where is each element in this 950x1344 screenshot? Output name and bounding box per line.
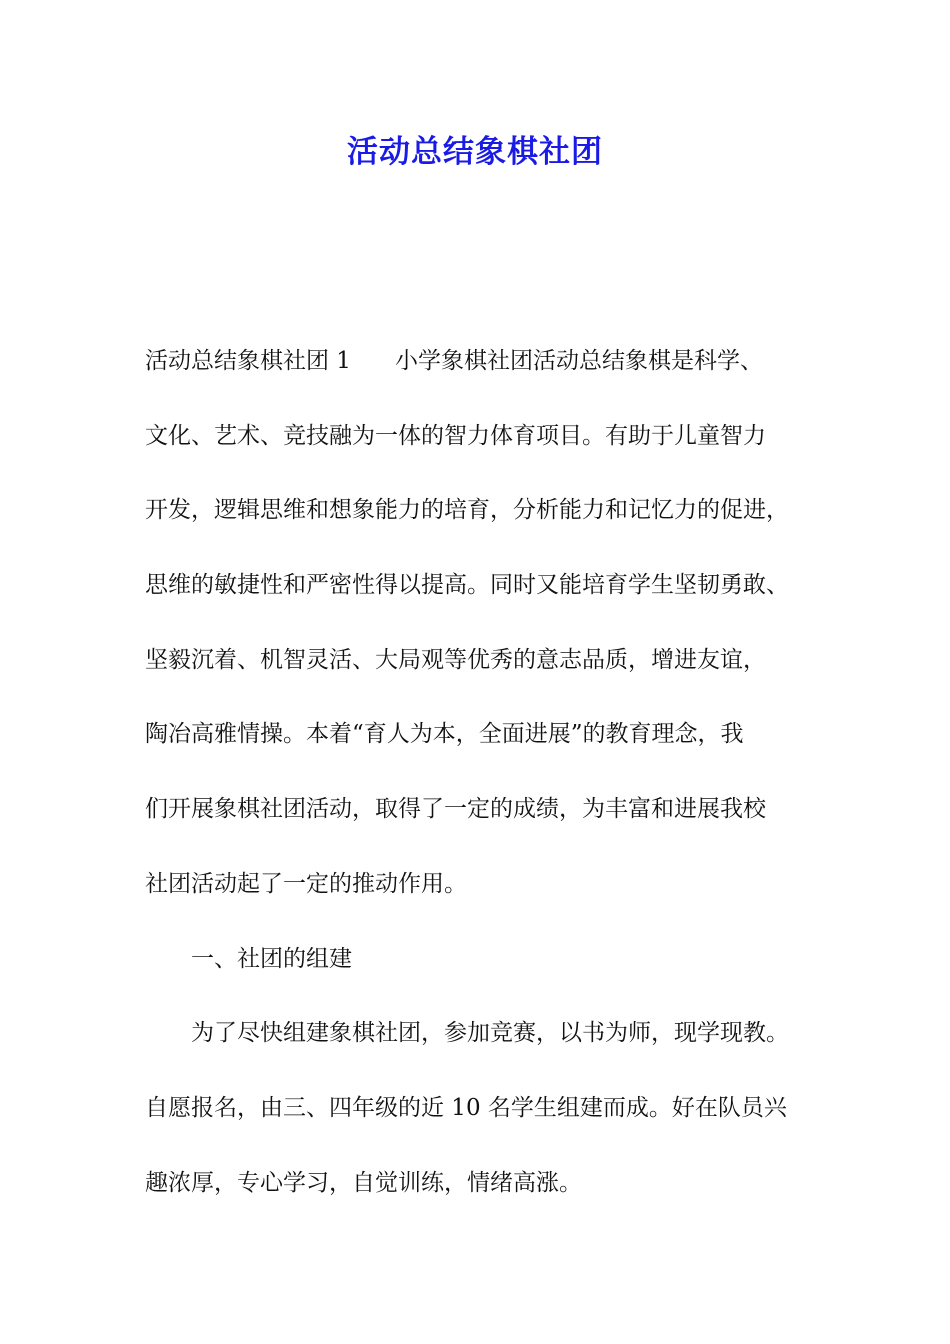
body-line-8: 社团活动起了一定的推动作用。 xyxy=(145,870,467,897)
body-line-7: 们开展象棋社团活动，取得了一定的成绩，为丰富和进展我校 xyxy=(145,796,766,823)
body-line-2: 文化、艺术、竞技融为一体的智力体育项目。有助于儿童智力 xyxy=(145,422,766,449)
body-line-1-end: 小学象棋社团活动总结象棋是科学、 xyxy=(394,348,763,374)
body-line-10: 为了尽快组建象棋社团，参加竞赛，以书为师，现学现教。 xyxy=(191,1020,789,1047)
body-line-3: 开发，逻辑思维和想象能力的培育，分析能力和记忆力的促进， xyxy=(145,497,789,524)
body-line-1 xyxy=(145,336,825,411)
document-title: 活动总结象棋社团 xyxy=(347,134,603,170)
body-line-5: 坚毅沉着、机智灵活、大局观等优秀的意志品质，增进友谊， xyxy=(145,646,766,673)
body-line-1-start: 活动总结象棋社团 1 xyxy=(145,348,351,374)
document-body xyxy=(145,336,825,1232)
section-heading: 一、社团的组建 xyxy=(191,945,352,972)
body-line-4: 思维的敏捷性和严密性得以提高。同时又能培育学生坚韧勇敢、 xyxy=(145,572,789,599)
body-line-11: 自愿报名，由三、四年级的近 10 名学生组建而成。好在队员兴 xyxy=(145,1094,787,1121)
body-line-6: 陶冶高雅情操。本着“育人为本，全面进展”的教育理念，我 xyxy=(145,721,744,748)
body-line-12: 趣浓厚，专心学习，自觉训练，情绪高涨。 xyxy=(145,1169,582,1196)
